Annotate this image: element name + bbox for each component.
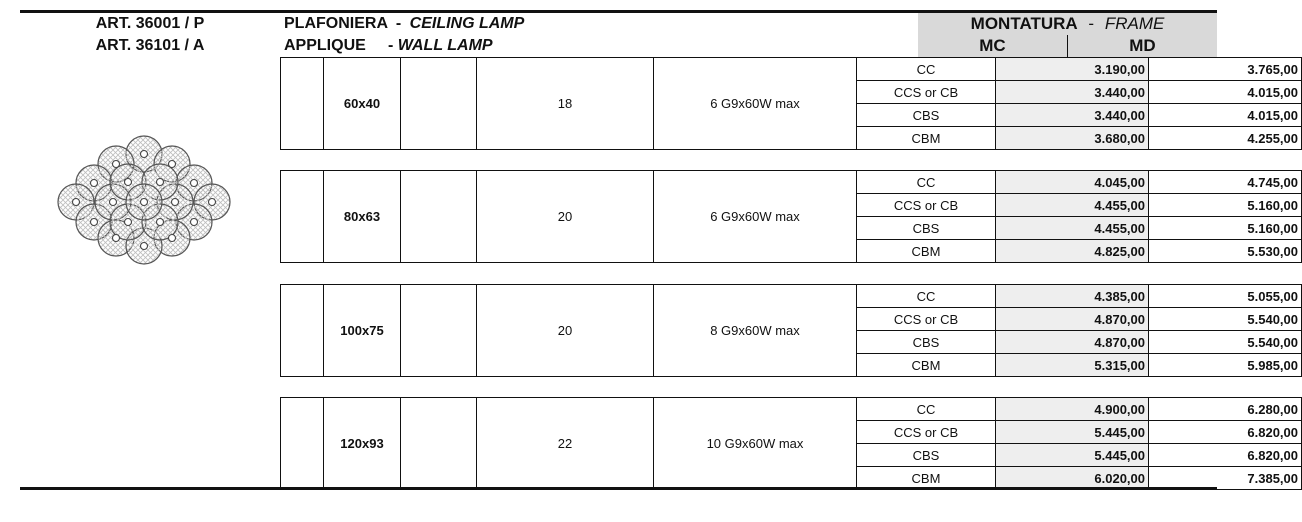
size-block-100x75 xyxy=(280,284,1298,376)
separator: - xyxy=(388,37,398,54)
price-md-cell: 6.820,00 xyxy=(1149,444,1302,467)
size-block-80x63 xyxy=(280,170,1298,262)
size-cell: 80x63 xyxy=(324,171,401,263)
bulbs-cell: 6 G9x60W max xyxy=(654,58,857,150)
blank-cell xyxy=(281,398,324,490)
price-md-cell: 6.820,00 xyxy=(1149,421,1302,444)
price-md-cell: 5.540,00 xyxy=(1149,331,1302,354)
price-md-cell: 4.745,00 xyxy=(1149,171,1302,194)
product-type-en: CEILING LAMP xyxy=(409,15,525,32)
frame-col-mc: MC xyxy=(979,36,1006,55)
price-table xyxy=(280,170,1302,263)
size-block-60x40 xyxy=(280,57,1298,149)
blank-cell xyxy=(401,285,477,377)
price-md-cell: 3.765,00 xyxy=(1149,58,1302,81)
frame-col-md: MD xyxy=(1129,36,1156,55)
price-mc-cell: 3.680,00 xyxy=(996,127,1149,150)
price-mc-cell: 4.455,00 xyxy=(996,217,1149,240)
price-mc-cell: 4.900,00 xyxy=(996,398,1149,421)
price-md-cell: 5.160,00 xyxy=(1149,194,1302,217)
price-mc-cell: 4.825,00 xyxy=(996,240,1149,263)
frame-title-it: MONTATURA xyxy=(970,14,1078,33)
price-md-cell: 7.385,00 xyxy=(1149,467,1302,490)
qty-cell: 20 xyxy=(477,171,654,263)
bulbs-cell: 6 G9x60W max xyxy=(654,171,857,263)
table-row xyxy=(281,398,1302,421)
size-cell: 120x93 xyxy=(324,398,401,490)
price-mc-cell: 3.190,00 xyxy=(996,58,1149,81)
price-md-cell: 5.985,00 xyxy=(1149,354,1302,377)
finish-cell: CBS xyxy=(857,217,996,240)
product-type-wall xyxy=(284,35,493,57)
price-mc-cell: 5.315,00 xyxy=(996,354,1149,377)
product-type-en: WALL LAMP xyxy=(397,37,493,54)
price-table xyxy=(280,57,1302,150)
finish-cell: CC xyxy=(857,171,996,194)
price-md-cell: 5.055,00 xyxy=(1149,285,1302,308)
price-mc-cell: 4.870,00 xyxy=(996,331,1149,354)
price-mc-cell: 4.870,00 xyxy=(996,308,1149,331)
price-mc-cell: 5.445,00 xyxy=(996,421,1149,444)
frame-title-en: FRAME xyxy=(1104,14,1165,33)
bulbs-cell: 10 G9x60W max xyxy=(654,398,857,490)
price-mc-cell: 4.455,00 xyxy=(996,194,1149,217)
finish-cell: CC xyxy=(857,285,996,308)
price-md-cell: 5.540,00 xyxy=(1149,308,1302,331)
finish-cell: CCS or CB xyxy=(857,194,996,217)
finish-cell: CBM xyxy=(857,467,996,490)
blank-cell xyxy=(401,58,477,150)
frame-header xyxy=(918,13,1217,57)
article-code-wall: ART. 36101 / A xyxy=(95,37,205,54)
price-mc-cell: 4.045,00 xyxy=(996,171,1149,194)
finish-cell: CC xyxy=(857,58,996,81)
frame-title xyxy=(918,13,1217,35)
lamp-cluster-icon xyxy=(58,130,230,270)
price-md-cell: 5.530,00 xyxy=(1149,240,1302,263)
size-block-120x93 xyxy=(280,397,1298,489)
article-code-ceiling: ART. 36001 / P xyxy=(95,15,205,32)
blank-cell xyxy=(281,171,324,263)
finish-cell: CCS or CB xyxy=(857,81,996,104)
price-table xyxy=(280,397,1302,490)
table-row xyxy=(281,58,1302,81)
finish-cell: CBM xyxy=(857,127,996,150)
size-cell: 60x40 xyxy=(324,58,401,150)
finish-cell: CC xyxy=(857,398,996,421)
bulbs-cell: 8 G9x60W max xyxy=(654,285,857,377)
price-mc-cell: 3.440,00 xyxy=(996,104,1149,127)
price-md-cell: 5.160,00 xyxy=(1149,217,1302,240)
qty-cell: 22 xyxy=(477,398,654,490)
finish-cell: CBS xyxy=(857,444,996,467)
finish-cell: CBS xyxy=(857,331,996,354)
finish-cell: CCS or CB xyxy=(857,308,996,331)
price-md-cell: 4.015,00 xyxy=(1149,81,1302,104)
price-mc-cell: 3.440,00 xyxy=(996,81,1149,104)
price-md-cell: 4.255,00 xyxy=(1149,127,1302,150)
finish-cell: CCS or CB xyxy=(857,421,996,444)
price-md-cell: 6.280,00 xyxy=(1149,398,1302,421)
separator: - xyxy=(1088,14,1095,33)
product-type-it: PLAFONIERA xyxy=(284,15,388,32)
table-row xyxy=(281,285,1302,308)
qty-cell: 20 xyxy=(477,285,654,377)
finish-cell: CBM xyxy=(857,354,996,377)
price-mc-cell: 4.385,00 xyxy=(996,285,1149,308)
size-cell: 100x75 xyxy=(324,285,401,377)
separator: - xyxy=(395,15,402,32)
blank-cell xyxy=(281,58,324,150)
finish-cell: CBS xyxy=(857,104,996,127)
qty-cell: 18 xyxy=(477,58,654,150)
blank-cell xyxy=(401,171,477,263)
blank-cell xyxy=(401,398,477,490)
blank-cell xyxy=(281,285,324,377)
price-table xyxy=(280,284,1302,377)
price-md-cell: 4.015,00 xyxy=(1149,104,1302,127)
bottom-rule xyxy=(20,487,1217,490)
price-mc-cell: 6.020,00 xyxy=(996,467,1149,490)
product-type-ceiling xyxy=(284,13,524,35)
finish-cell: CBM xyxy=(857,240,996,263)
product-type-it: APPLIQUE xyxy=(284,37,366,54)
table-row xyxy=(281,171,1302,194)
price-mc-cell: 5.445,00 xyxy=(996,444,1149,467)
